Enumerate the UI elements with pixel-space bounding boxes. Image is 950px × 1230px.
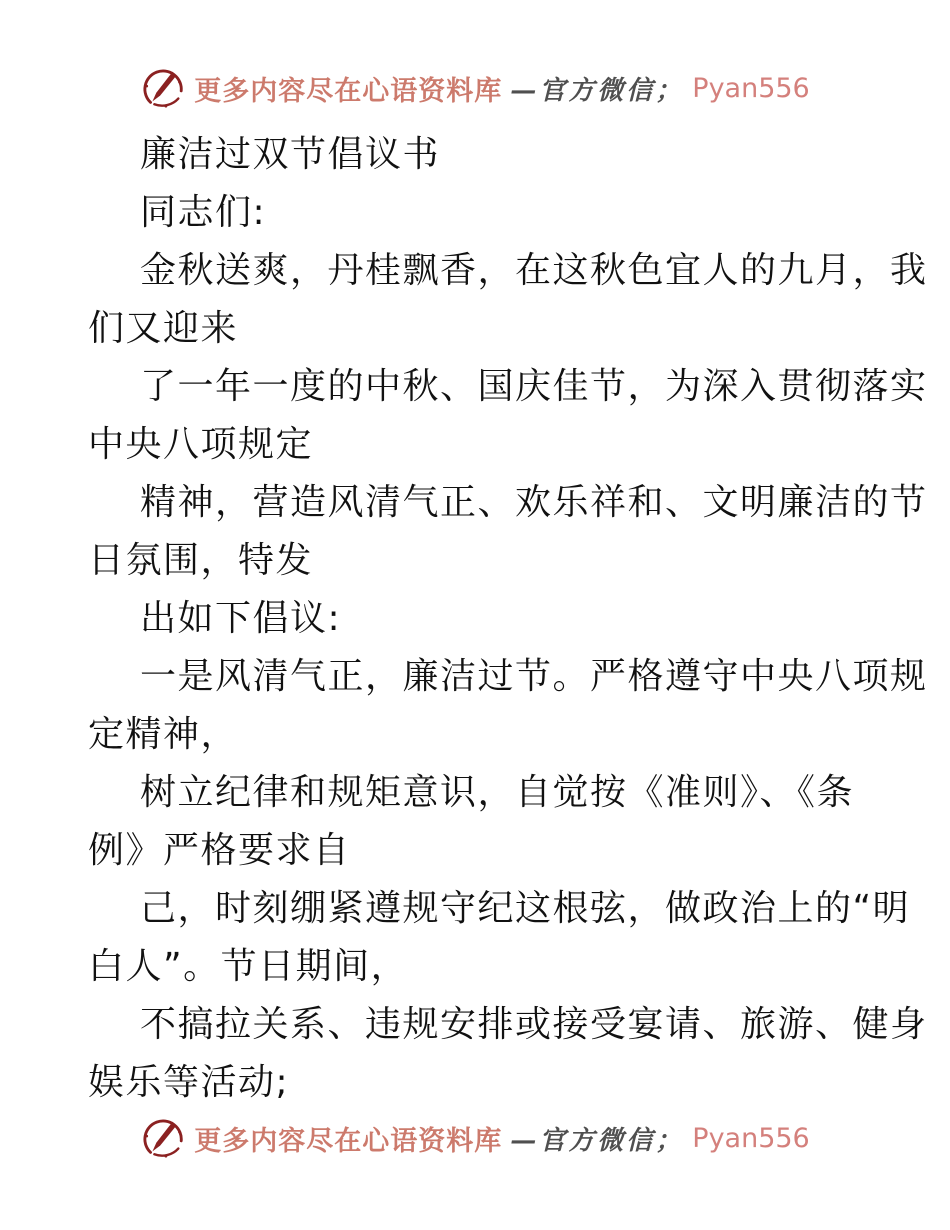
pen-circle-logo-icon: [140, 65, 186, 111]
footer-brand-text: 更多内容尽在心语资料库: [194, 1125, 503, 1157]
document-text-block: [88, 126, 928, 1112]
header-brand-text: 更多内容尽在心语资料库: [194, 75, 503, 107]
doc-line: 们又迎来: [88, 308, 239, 349]
doc-line: 己，时刻绷紧遵规守纪这根弦，做政治上的“明: [140, 888, 911, 929]
doc-line: 出如下倡议:: [140, 598, 342, 639]
footer-watermark: [0, 1112, 950, 1164]
doc-line: 例》严格要求自: [88, 830, 351, 871]
pen-circle-logo-icon: [140, 1115, 186, 1161]
doc-line: 金秋送爽，丹桂飘香，在这秋色宜人的九月，我: [140, 250, 928, 291]
doc-line: 中央八项规定: [88, 424, 314, 465]
doc-line: 白人”。节日期间，: [88, 946, 409, 987]
header-official-wechat-label: —官方微信；: [510, 75, 685, 106]
footer-wechat-id: Pyan556: [692, 1122, 810, 1154]
doc-line: 廉洁过双节倡议书: [140, 134, 441, 175]
header-wechat-id: Pyan556: [692, 72, 810, 104]
doc-line: 了一年一度的中秋、国庆佳节，为深入贯彻落实: [140, 366, 928, 407]
doc-line: 不搞拉关系、违规安排或接受宴请、旅游、健身: [140, 1004, 928, 1045]
doc-line: 日氛围，特发: [88, 540, 314, 581]
doc-line: 娱乐等活动;: [88, 1062, 290, 1103]
header-watermark: [0, 62, 950, 114]
doc-line: 精神，营造风清气正、欢乐祥和、文明廉洁的节: [140, 482, 928, 523]
doc-line: 同志们:: [140, 192, 267, 233]
doc-line: 定精神，: [88, 714, 239, 755]
doc-line: 树立纪律和规矩意识，自觉按《准则》、《条: [140, 772, 855, 813]
doc-line: 一是风清气正，廉洁过节。严格遵守中央八项规: [140, 656, 928, 697]
footer-official-wechat-label: —官方微信；: [510, 1125, 685, 1156]
